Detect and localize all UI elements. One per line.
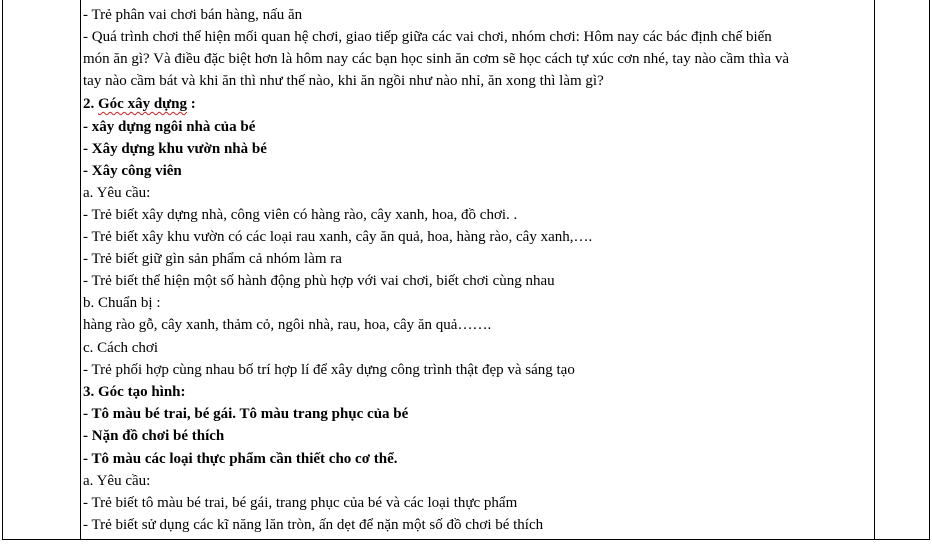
heading-suffix: : <box>187 96 196 112</box>
text-line: - Trẻ biết giữ gìn sản phẩm cả nhóm làm ra <box>83 251 342 267</box>
text-line: a. Yêu cầu: <box>83 473 151 489</box>
bold-item: - Tô màu bé trai, bé gái. Tô màu trang phục của bé <box>83 406 409 422</box>
table-column-divider <box>80 0 81 540</box>
table-border-left <box>2 0 3 540</box>
section-heading <box>83 93 196 115</box>
text-line: hàng rào gỗ, cây xanh, thảm cỏ, ngôi nhà, rau, hoa, cây ăn quả……. <box>83 317 492 333</box>
table-column-divider <box>874 0 875 540</box>
text-line: b. Chuẩn bị : <box>83 295 161 311</box>
text-line: - Trẻ biết xây dựng nhà, công viên có hàng rào, cây xanh, hoa, đồ chơi. . <box>83 207 518 223</box>
table-border-right <box>929 0 930 540</box>
spellcheck-underlined-text: Góc xây dựng <box>98 96 188 112</box>
heading-prefix: 2. <box>83 96 98 112</box>
text-line: - Trẻ biết tô màu bé trai, bé gái, trang phục của bé và các loại thực phẩm <box>83 495 518 511</box>
text-line: - Quá trình chơi thể hiện mối quan hệ chơi, giao tiếp giữa các vai chơi, nhóm chơi: Hôm nay các bác định chế biến <box>83 29 772 45</box>
bold-item: - Xây công viên <box>83 163 182 179</box>
section-heading: 3. Góc tạo hình: <box>83 384 186 400</box>
text-line: món ăn gì? Và điều đặc biệt hơn là hôm nay các bạn học sinh ăn cơm sẽ học cách tự xúc cơn nhé, tay nào cầm thìa và <box>83 51 789 67</box>
text-line: - Trẻ biết thể hiện một số hành động phù hợp với vai chơi, biết chơi cùng nhau <box>83 273 555 289</box>
bold-item: - Nặn đồ chơi bé thích <box>83 428 225 444</box>
bold-item: - Xây dựng khu vườn nhà bé <box>83 141 267 157</box>
text-line: tay nào cầm bát và khi ăn thì như thế nào, khi ăn ngồi như nào nhỉ, ăn xong thì làm gì? <box>83 73 604 89</box>
text-line: - Trẻ phối hợp cùng nhau bố trí hợp lí để xây dựng công trình thật đẹp và sáng tạo <box>83 362 575 378</box>
bold-item: - Tô màu các loại thực phẩm cần thiết cho cơ thể. <box>83 451 398 467</box>
bold-item: - xây dựng ngôi nhà của bé <box>83 119 256 135</box>
table-row-bottom-border <box>2 539 930 540</box>
text-line: c. Cách chơi <box>83 340 158 356</box>
text-line: - Trẻ biết xây khu vườn có các loại rau xanh, cây ăn quả, hoa, hàng rào, cây xanh,…. <box>83 229 593 245</box>
text-line: - Trẻ biết sử dụng các kĩ năng lăn tròn, ấn dẹt để nặn một số đồ chơi bé thích <box>83 517 544 533</box>
text-line: a. Yêu cầu: <box>83 185 151 201</box>
text-line: - Trẻ phân vai chơi bán hàng, nấu ăn <box>83 7 303 23</box>
